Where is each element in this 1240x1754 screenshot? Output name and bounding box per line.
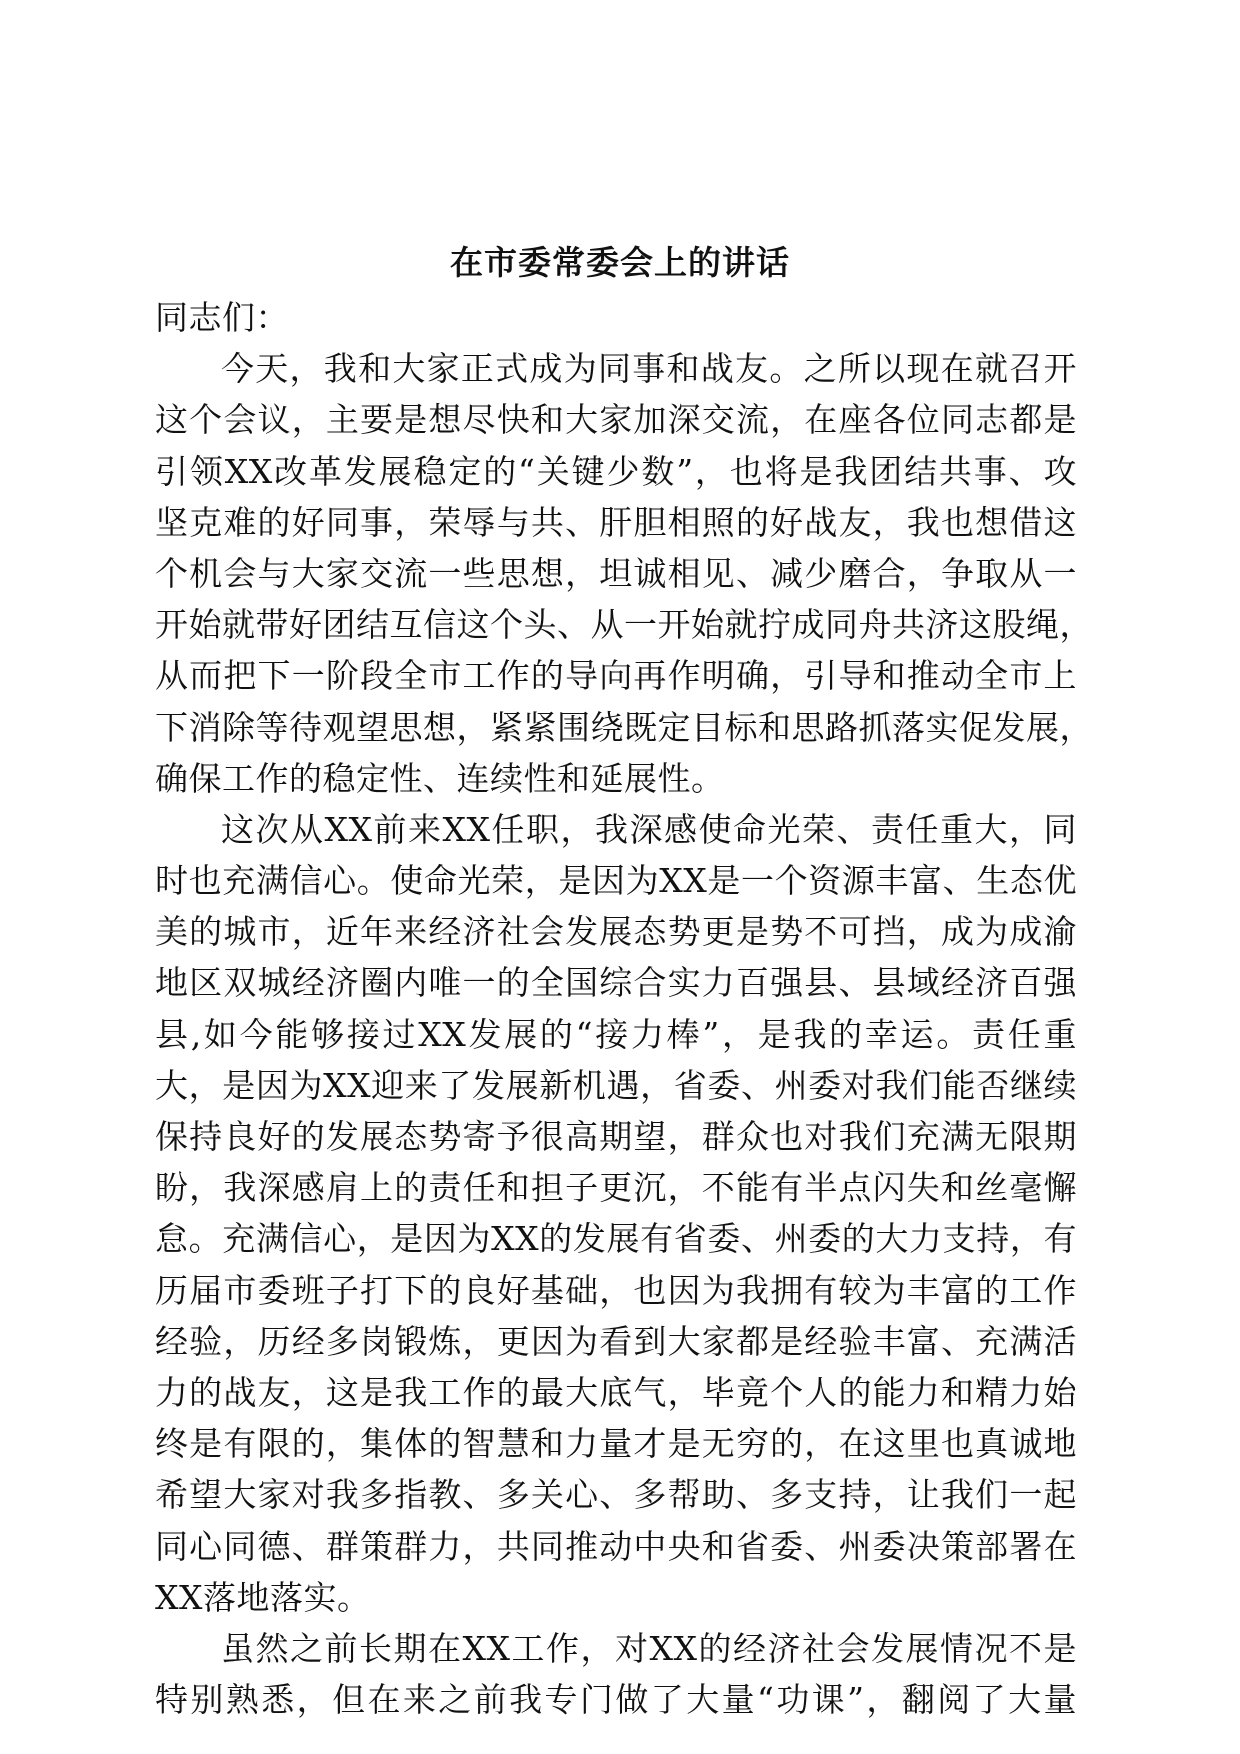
paragraph-line: 这个会议，主要是想尽快和大家加深交流，在座各位同志都是 (155, 400, 1077, 440)
paragraph-line: 经验，历经多岗锻炼，更因为看到大家都是经验丰富、充满活 (155, 1321, 1077, 1361)
paragraph-line: 历届市委班子打下的良好基础，也因为我拥有较为丰富的工作 (155, 1270, 1077, 1310)
paragraph-line: 坚克难的好同事，荣辱与共、肝胆相照的好战友，我也想借这 (155, 502, 1077, 542)
paragraph-line: 盼，我深感肩上的责任和担子更沉，不能有半点闪失和丝毫懈 (155, 1168, 1077, 1208)
salutation: 同志们： (155, 298, 289, 337)
paragraph-line: 终是有限的，集体的智慧和力量才是无穷的，在这里也真诚地 (155, 1424, 1077, 1464)
paragraph-line: 从而把下一阶段全市工作的导向再作明确，引导和推动全市上 (155, 656, 1077, 696)
paragraph-line: 希望大家对我多指教、多关心、多帮助、多支持，让我们一起 (155, 1475, 1077, 1515)
paragraph-line: 特别熟悉，但在来之前我专门做了大量“功课”，翻阅了大量 (155, 1680, 1077, 1720)
paragraph-line: 大，是因为XX迎来了发展新机遇，省委、州委对我们能否继续 (155, 1065, 1077, 1105)
paragraph-line: 保持良好的发展态势寄予很高期望，群众也对我们充满无限期 (155, 1117, 1077, 1156)
paragraph-line: 同心同德、群策群力，共同推动中央和省委、州委决策部署在 (155, 1526, 1077, 1566)
paragraph-line: 开始就带好团结互信这个头、从一开始就拧成同舟共济这股绳， (155, 605, 1093, 645)
paragraph (155, 804, 1077, 1623)
paragraph (155, 343, 1093, 804)
paragraph (155, 1623, 1077, 1725)
paragraph-line: 下消除等待观望思想，紧紧围绕既定目标和思路抓落实促发展， (155, 707, 1093, 747)
paragraph-line: 今天，我和大家正式成为同事和战友。之所以现在就召开 (221, 349, 1077, 389)
paragraph-line: 个机会与大家交流一些思想，坦诚相见、减少磨合，争取从一 (155, 553, 1077, 593)
paragraph-line: 确保工作的稳定性、连续性和延展性。 (155, 758, 725, 798)
paragraph-line: 虽然之前长期在XX工作，对XX的经济社会发展情况不是 (221, 1628, 1077, 1668)
paragraph-line: 美的城市，近年来经济社会发展态势更是势不可挡，成为成渝 (155, 912, 1077, 952)
paragraph-line: 这次从XX前来XX任职，我深感使命光荣、责任重大，同 (221, 809, 1077, 849)
paragraph-line: 引领XX改革发展稳定的“关键少数”，也将是我团结共事、攻 (155, 451, 1077, 491)
paragraph-line: 力的战友，这是我工作的最大底气，毕竟个人的能力和精力始 (155, 1372, 1077, 1412)
speech-body (155, 292, 1093, 1725)
paragraph-line: XX落地落实。 (155, 1577, 371, 1617)
speech-title: 在市委常委会上的讲话 (450, 243, 790, 282)
paragraph-line: 时也充满信心。使命光荣，是因为XX是一个资源丰富、生态优 (155, 861, 1077, 901)
paragraph-line: 地区双城经济圈内唯一的全国综合实力百强县、县域经济百强 (155, 963, 1077, 1003)
paragraph-line: 县,如今能够接过XX发展的“接力棒”，是我的幸运。责任重 (155, 1014, 1077, 1054)
paragraph-line: 怠。充满信心，是因为XX的发展有省委、州委的大力支持，有 (155, 1219, 1077, 1259)
